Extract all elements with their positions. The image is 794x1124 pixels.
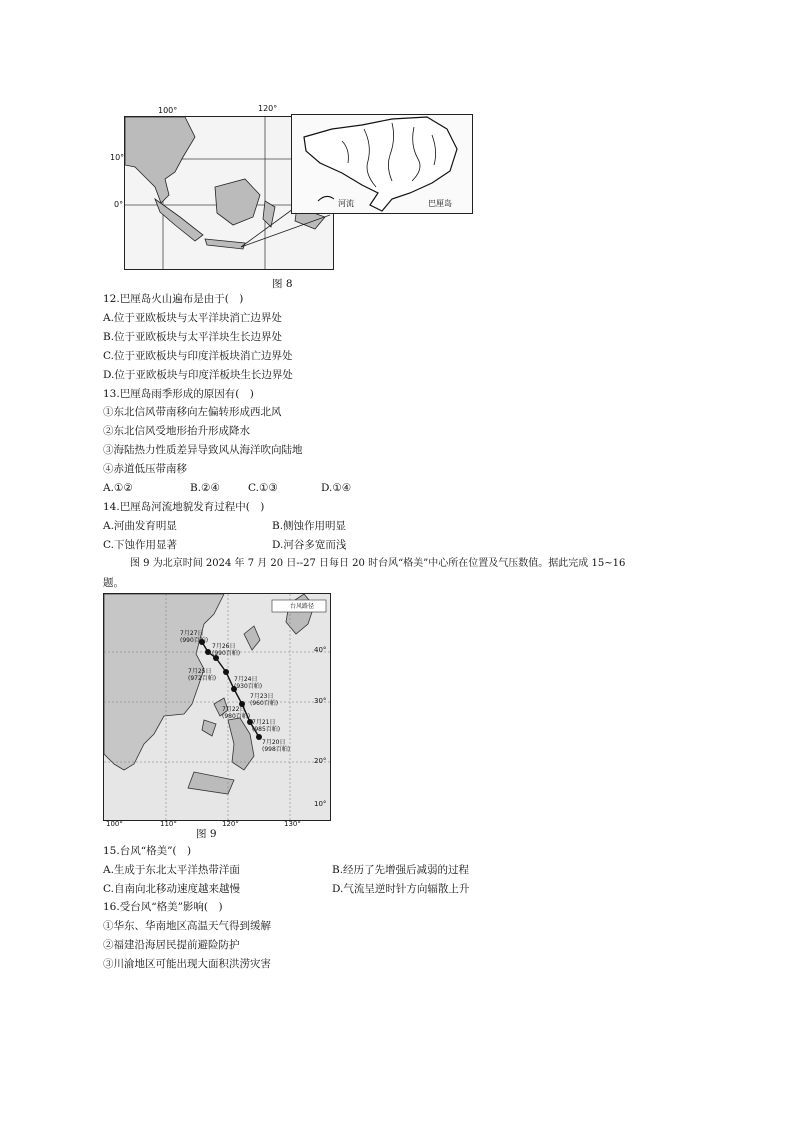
q13-option-a: A.①② [103, 482, 133, 494]
q14-option-a: A.河曲发育明显 [103, 520, 177, 532]
q14-stem: 14.巴厘岛河流地貌发育过程中( ) [103, 501, 265, 513]
q16-item-1: ①华东、华南地区高温天气得到缓解 [103, 920, 271, 932]
track-pressure-0722: (980百帕) [222, 713, 251, 720]
figure-9-caption: 图 9 [196, 828, 217, 840]
q13-item-1: ①东北信风带南移向左偏转形成西北风 [103, 406, 282, 418]
q13-item-4: ④赤道低压带南移 [103, 463, 187, 475]
track-date-0726: 7月26日 [212, 643, 236, 650]
fig9-lat-20: 20° [314, 757, 327, 765]
q14-option-c: C.下蚀作用显著 [103, 539, 177, 551]
legend-river-label: 河流 [338, 199, 354, 208]
q12-stem: 12.巴厘岛火山遍布是由于( ) [103, 293, 244, 305]
lat-label-0: 0° [114, 200, 124, 209]
q16-item-3: ③川渝地区可能出现大面积洪涝灾害 [103, 958, 271, 970]
track-date-0722: 7月22日 [222, 706, 246, 713]
track-point-0724 [223, 669, 229, 675]
q12-option-a: A.位于亚欧板块与太平洋块消亡边界处 [103, 312, 282, 324]
typhoon-track-map [104, 594, 330, 820]
track-label-0725 [188, 668, 216, 682]
q13-item-3: ③海陆热力性质差异导致风从海洋吹向陆地 [103, 444, 303, 456]
q15-option-c: C.自南向北移动速度越来越慢 [103, 883, 240, 895]
track-label-0727 [180, 630, 208, 644]
fig9-lon-130: 130° [284, 820, 301, 828]
track-date-0724: 7月24日 [234, 676, 258, 683]
q16-stem: 16.受台风“格美”影响( ) [103, 901, 223, 913]
q14-option-b: B.侧蚀作用明显 [272, 520, 347, 532]
fig9-lat-40: 40° [314, 646, 327, 654]
track-pressure-0724: (930百帕) [234, 683, 263, 690]
fig9-lat-30: 30° [314, 697, 327, 705]
q15-option-b: B.经历了先增强后减弱的过程 [332, 864, 470, 876]
q14-option-d: D.河谷多宽而浅 [272, 539, 347, 551]
q16-item-2: ②福建沿海居民提前避险防护 [103, 939, 240, 951]
q12-option-d: D.位于亚欧板块与印度洋板块生长边界处 [103, 369, 293, 381]
track-point-0726 [205, 649, 211, 655]
track-date-0727: 7月27日 [180, 630, 204, 637]
q15-option-d: D.气流呈逆时针方向辐散上升 [332, 883, 470, 895]
intro-line-2: 题。 [103, 577, 124, 589]
track-pressure-0723: (960百帕) [250, 700, 279, 707]
intro-line-1: 图 9 为北京时间 2024 年 7 月 20 日--27 日每日 20 时台风“格美”中心所在位置及气压数值。据此完成 15~16 [130, 558, 626, 569]
fig9-lon-100: 100° [106, 820, 123, 828]
track-label-0720 [262, 739, 290, 753]
track-pressure-0726: (990百帕) [212, 650, 241, 657]
track-date-0723: 7月23日 [250, 693, 274, 700]
fig9-legend-label: 台风路径 [290, 603, 315, 610]
q13-option-d: D.①④ [321, 482, 352, 494]
track-label-0721 [252, 719, 280, 733]
fig9-lon-110: 110° [160, 820, 177, 828]
q13-option-c: C.①③ [248, 482, 278, 494]
track-pressure-0725: (972百帕) [188, 675, 217, 682]
fig9-lon-120: 120° [222, 820, 239, 828]
track-label-0722 [222, 706, 250, 720]
lon-label-120: 120° [258, 104, 278, 113]
q12-option-b: B.位于亚欧板块与太平洋块生长边界处 [103, 331, 283, 343]
track-pressure-0727: (990百帕) [180, 637, 209, 644]
track-pressure-0720: (998百帕) [262, 746, 291, 753]
q13-stem: 13.巴厘岛雨季形成的原因有( ) [103, 388, 254, 400]
lon-label-100: 100° [158, 106, 178, 115]
q12-option-c: C.位于亚欧板块与印度洋板块消亡边界处 [103, 350, 293, 362]
lat-label-10: 10° [110, 153, 125, 162]
q13-option-b: B.②④ [190, 482, 220, 494]
figure-9-map [103, 593, 331, 821]
track-label-0726 [212, 643, 240, 657]
track-label-0723 [250, 693, 278, 707]
track-date-0725: 7月25日 [188, 668, 212, 675]
track-date-0721: 7月21日 [252, 719, 276, 726]
figure-8-caption: 图 8 [272, 278, 293, 290]
q15-stem: 15.台风“格美”( ) [103, 845, 192, 857]
fig9-lat-10: 10° [314, 800, 327, 808]
track-label-0724 [234, 676, 262, 690]
bali-island-label: 巴厘岛 [428, 199, 452, 208]
track-pressure-0721: (985百帕) [252, 726, 281, 733]
track-date-0720: 7月20日 [262, 739, 286, 746]
q15-option-a: A.生成于东北太平洋热带洋面 [103, 864, 240, 876]
q13-item-2: ②东北信风受地形抬升形成降水 [103, 425, 250, 437]
